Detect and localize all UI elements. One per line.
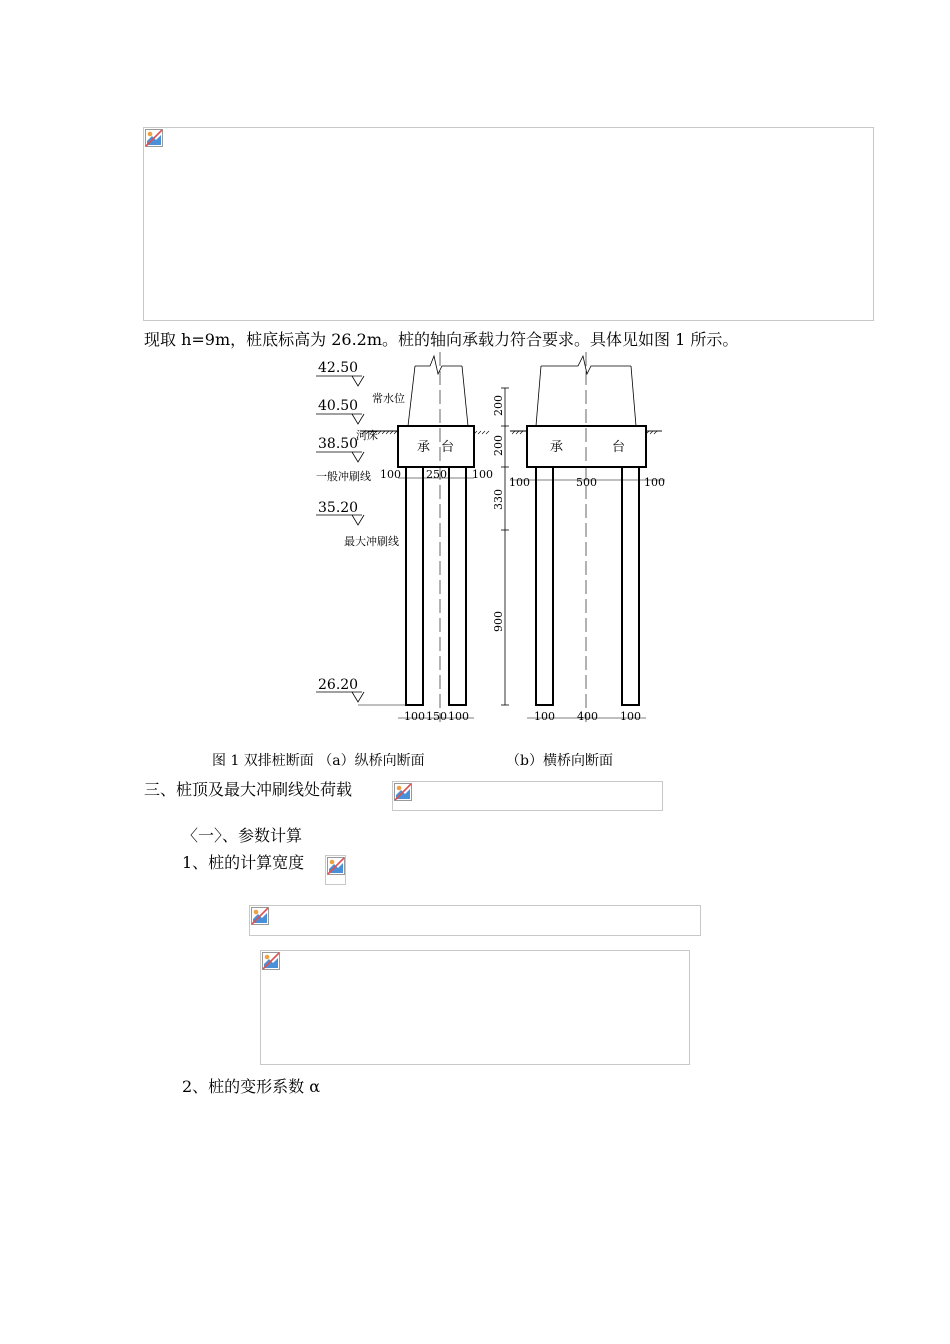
image-placeholder-1 (143, 127, 874, 321)
dim-b-top-2: 500 (576, 476, 597, 489)
riverbed-hatch-a2 (474, 431, 489, 434)
pier-outline-right-a (462, 366, 468, 426)
elevation-26-20: 26.20 (318, 677, 359, 693)
dim-b-bottom-1: 100 (534, 710, 555, 723)
elevation-42-50: 42.50 (318, 360, 359, 376)
pier-outline-left-b (536, 366, 541, 426)
elevation-38-50: 38.50 (318, 436, 359, 452)
image-placeholder-5 (260, 950, 690, 1065)
broken-image-icon (394, 783, 412, 801)
broken-image-icon (262, 952, 280, 970)
figure-caption-a: 图 1 双排桩断面 （a）纵桥向断面 (212, 753, 425, 769)
dim-b-bottom-2: 400 (577, 710, 598, 723)
elevation-35-20: 35.20 (318, 500, 359, 516)
broken-image-icon (327, 857, 345, 875)
break-symbol-a (415, 356, 462, 374)
figure-caption-b: （b）横桥向断面 (506, 753, 613, 769)
item-1-pile-width: 1、桩的计算宽度 (182, 853, 305, 872)
item-2-deformation-coeff: 2、桩的变形系数 α (182, 1077, 321, 1096)
pile-a-left (406, 467, 423, 705)
pile-section-figure (300, 352, 680, 732)
pile-b-left (536, 467, 553, 705)
image-placeholder-2 (392, 781, 663, 811)
dim-a-bottom-1: 100 (404, 710, 425, 723)
label-max-scour: 最大冲刷线 (344, 535, 399, 548)
dim-a-bottom-2: 150 (426, 710, 447, 723)
pier-outline-right-b (631, 366, 636, 426)
dim-b-top-3: 100 (644, 476, 665, 489)
pier-outline-left-a (408, 366, 415, 426)
dimension-ticks-a (398, 478, 474, 718)
subsection-parameter-calc: 〈一〉、参数计算 (182, 826, 303, 845)
cap-label-b-1: 承 (550, 440, 564, 455)
cap-label-a-2: 台 (441, 440, 455, 455)
dim-a-top-1: 100 (380, 468, 401, 481)
dimension-ticks-b (510, 480, 665, 718)
image-placeholder-4 (249, 905, 701, 936)
dim-a-top-3: 100 (472, 468, 493, 481)
section-3-heading: 三、桩顶及最大冲刷线处荷载 (144, 780, 353, 799)
label-normal-water: 常水位 (372, 392, 405, 405)
dim-b-top-1: 100 (509, 476, 530, 489)
pile-cap-a (398, 426, 474, 467)
broken-image-icon (145, 129, 163, 147)
dim-b-bottom-3: 100 (620, 710, 641, 723)
pile-a-right (449, 467, 466, 705)
paragraph-h-value: 现取 h=9m，桩底标高为 26.2m。桩的轴向承载力符合要求。具体见如图 1 所示。 (144, 330, 739, 349)
pile-cap-b (527, 426, 646, 467)
dim-a-top-2: 250 (426, 468, 447, 481)
dim-v-200-top: 200 (492, 395, 505, 416)
cap-label-a-1: 承 (417, 440, 431, 455)
elevation-40-50: 40.50 (318, 398, 359, 414)
dim-v-330: 330 (492, 489, 505, 510)
label-riverbed: 河床 (356, 429, 378, 442)
riverbed-hatch-b (512, 431, 657, 434)
cap-label-b-2: 台 (612, 440, 626, 455)
dim-v-200-bottom: 200 (492, 435, 505, 456)
image-placeholder-3 (325, 855, 346, 885)
dim-a-bottom-3: 100 (448, 710, 469, 723)
broken-image-icon (251, 907, 269, 925)
label-general-scour: 一般冲刷线 (316, 470, 371, 483)
dim-v-900: 900 (492, 611, 505, 632)
pile-b-right (622, 467, 639, 705)
